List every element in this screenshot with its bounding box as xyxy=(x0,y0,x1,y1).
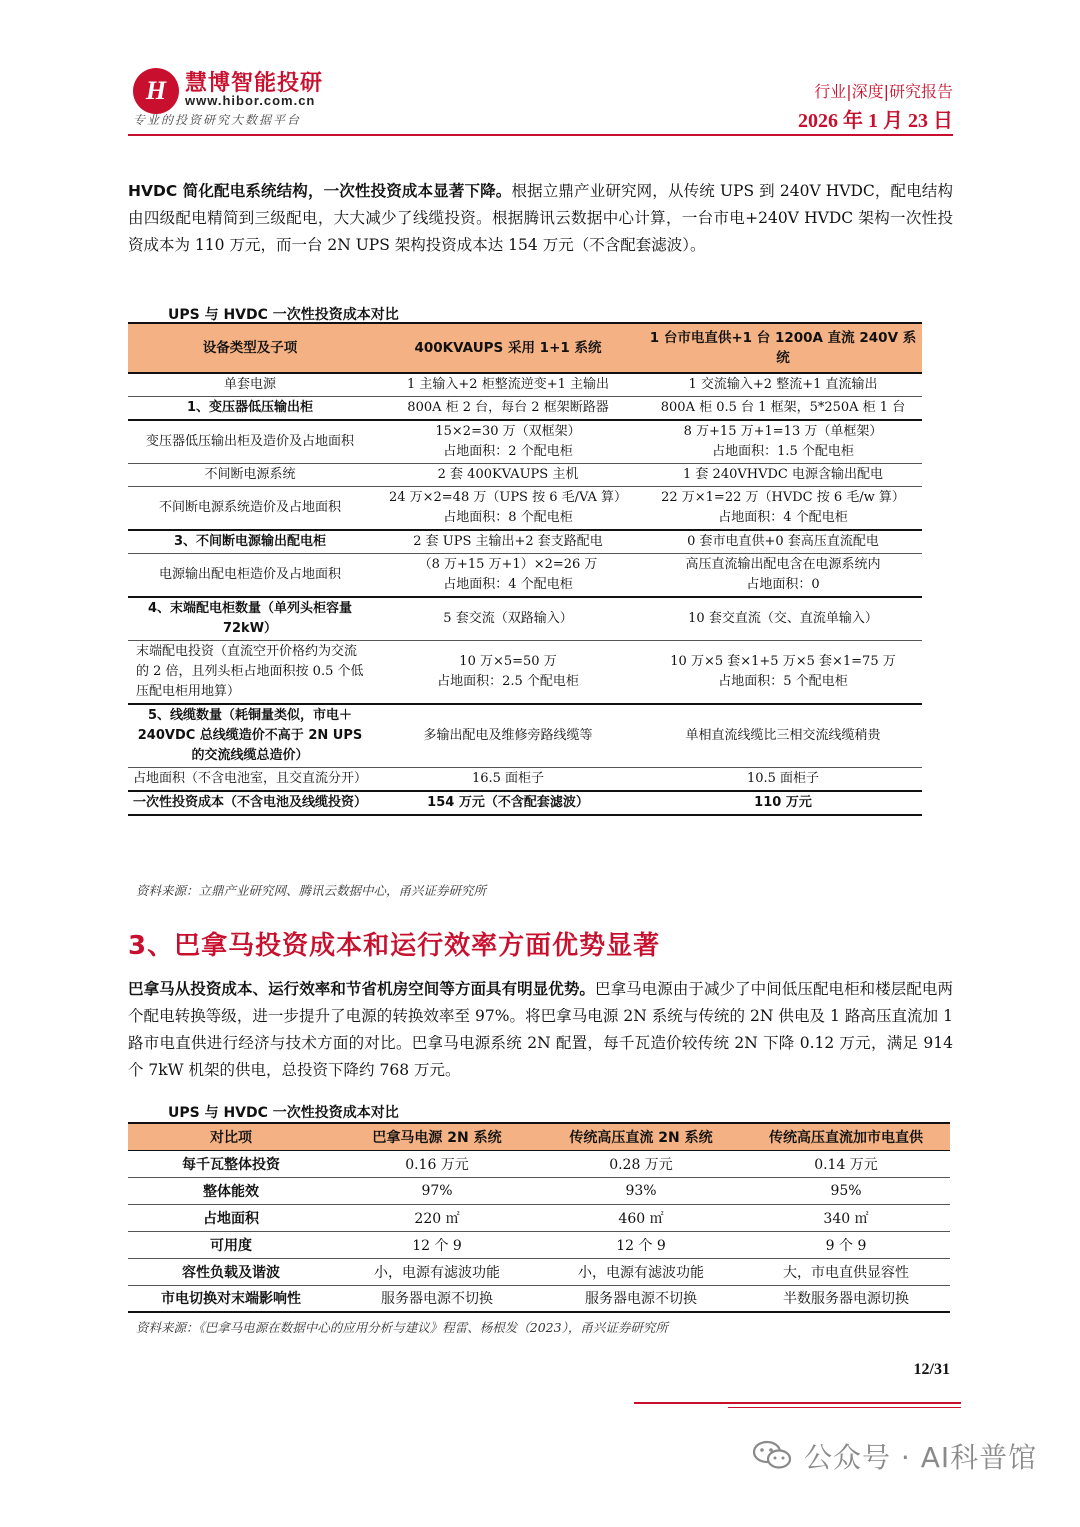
table-cell: 10.5 面柜子 xyxy=(644,768,922,792)
header-divider xyxy=(128,134,953,136)
table-cell: 93% xyxy=(540,1177,742,1204)
table-cell: 可用度 xyxy=(128,1231,334,1258)
cell-line: 15×2=30 万（双框架） xyxy=(435,424,581,439)
table-cell: 1、变压器低压输出柜 xyxy=(128,397,372,421)
table-cell: 大，市电直供显容性 xyxy=(742,1258,950,1285)
table-cell: 0.16 万元 xyxy=(334,1150,540,1177)
table-row xyxy=(128,1258,950,1285)
table-cell: 一次性投资成本（不含电池及线缆投资） xyxy=(128,791,372,815)
table-cell: 1 套 240VHVDC 电源含输出配电 xyxy=(644,464,922,487)
table-cell: 占地面积 xyxy=(128,1204,334,1231)
table-cell: 5、线缆数量（耗铜量类似，市电＋240VDC 总线缆造价不高于 2N UPS 的交流线缆总造价） xyxy=(128,704,372,768)
table-cell: 2 套 400KVAUPS 主机 xyxy=(372,464,644,487)
table-cell: 变压器低压输出柜及造价及占地面积 xyxy=(128,420,372,464)
table-cell: 0 套市电直供+0 套高压直流配电 xyxy=(644,530,922,554)
table-cell: 3、不间断电源输出配电柜 xyxy=(128,530,372,554)
table-cell: 整体能效 xyxy=(128,1177,334,1204)
cell-line: 10 万×5 套×1+5 万×5 套×1=75 万 xyxy=(670,654,896,669)
cell-line: 8 万+15 万+1=13 万（单框架） xyxy=(683,424,883,439)
table-row xyxy=(128,420,922,464)
table-cell: 容性负载及谐波 xyxy=(128,1258,334,1285)
table-cell: 市电切换对末端影响性 xyxy=(128,1285,334,1312)
table-cell: 220 ㎡ xyxy=(334,1204,540,1231)
brand-slogan: 专业的投资研究大数据平台 xyxy=(133,113,302,127)
paragraph-panama xyxy=(128,976,953,1084)
table-header-cell: 传统高压直流 2N 系统 xyxy=(540,1123,742,1150)
table-cell: 5 套交流（双路输入） xyxy=(372,597,644,641)
watermark xyxy=(752,1432,1052,1476)
table-row xyxy=(128,554,922,598)
wechat-icon xyxy=(752,1440,792,1470)
page-header xyxy=(128,62,953,138)
table-row xyxy=(128,791,922,815)
table-row xyxy=(128,1177,950,1204)
table-cell xyxy=(644,487,922,531)
table-header-cell: 传统高压直流加市电直供 xyxy=(742,1123,950,1150)
table-caption: UPS 与 HVDC 一次性投资成本对比 xyxy=(168,1105,399,1121)
table-cell: 每千瓦整体投资 xyxy=(128,1150,334,1177)
cell-line: 占地面积：2.5 个配电柜 xyxy=(437,674,579,689)
paragraph-body: 巴拿马电源由于减少了中间低压配电柜和楼层配电两个配电转换等级，进一步提升了电源的转换效率至 97%。将巴拿马电源 2N 系统与传统的 2N 供电及 1 路高压直流加 1 路市电直供进行经济与技术方面的对比。巴拿马电源系统 2N 配置，每千瓦造价较传统 2N 下降 0.12 万元，满足 914 个 7kW 机架的供电，总投资下降约 768 万元。 xyxy=(128,980,953,1079)
panama-comparison-table xyxy=(128,1122,950,1313)
report-type: 行业|深度|研究报告 xyxy=(814,82,953,101)
table-cell xyxy=(372,487,644,531)
table-row xyxy=(128,1204,950,1231)
cost-comparison-table xyxy=(128,322,922,816)
table-header-row xyxy=(128,1123,950,1150)
brand-url[interactable]: www.hibor.com.cn xyxy=(185,93,316,108)
table-header-cell: 1 台市电直供+1 台 1200A 直流 240V 系统 xyxy=(644,323,922,373)
table-cell: 1 交流输入+2 整流+1 直流输出 xyxy=(644,373,922,397)
brand-logo-icon: H xyxy=(133,68,179,114)
table-caption: UPS 与 HVDC 一次性投资成本对比 xyxy=(168,307,399,323)
cell-line: 22 万×1=22 万（HVDC 按 6 毛/w 算） xyxy=(661,490,905,505)
table-cell: 12 个 9 xyxy=(334,1231,540,1258)
table-cell: 0.28 万元 xyxy=(540,1150,742,1177)
table-source: 资料来源：立鼎产业研究网、腾讯云数据中心，甬兴证券研究所 xyxy=(136,883,487,898)
table-cell: 不间断电源系统造价及占地面积 xyxy=(128,487,372,531)
cell-line: 10 万×5=50 万 xyxy=(459,654,557,669)
section-heading: 3、巴拿马投资成本和运行效率方面优势显著 xyxy=(128,931,661,961)
table-cell xyxy=(372,554,644,598)
table-cell: 服务器电源不切换 xyxy=(540,1285,742,1312)
table-cell: 0.14 万元 xyxy=(742,1150,950,1177)
table-cell: 单相直流线缆比三相交流线缆稍贵 xyxy=(644,704,922,768)
table-cell: 不间断电源系统 xyxy=(128,464,372,487)
table-row xyxy=(128,373,922,397)
table-header-row xyxy=(128,323,922,373)
table-row xyxy=(128,1285,950,1312)
cell-line: 占地面积：0 xyxy=(746,577,820,592)
table-cell: 12 个 9 xyxy=(540,1231,742,1258)
table-cell: 2 套 UPS 主输出+2 套支路配电 xyxy=(372,530,644,554)
paragraph-lead: HVDC 简化配电系统结构，一次性投资成本显著下降。 xyxy=(128,182,512,200)
footer-divider xyxy=(634,1402,961,1404)
table-cell: 4、末端配电柜数量（单列头柜容量 72kW） xyxy=(128,597,372,641)
table-cell: 95% xyxy=(742,1177,950,1204)
table-cell: 半数服务器电源切换 xyxy=(742,1285,950,1312)
cell-line: 占地面积：4 个配电柜 xyxy=(443,577,573,592)
footer-divider xyxy=(728,1407,961,1408)
table-row xyxy=(128,1231,950,1258)
paragraph-hvdc xyxy=(128,178,953,259)
table-cell: 小，电源有滤波功能 xyxy=(334,1258,540,1285)
table-row xyxy=(128,530,922,554)
table-header-cell: 巴拿马电源 2N 系统 xyxy=(334,1123,540,1150)
table-cell: 多输出配电及维修旁路线缆等 xyxy=(372,704,644,768)
table-cell xyxy=(644,554,922,598)
table-row xyxy=(128,597,922,641)
table-cell: 9 个 9 xyxy=(742,1231,950,1258)
cell-line: （8 万+15 万+1）×2=26 万 xyxy=(418,557,598,572)
table-cell: 电源输出配电柜造价及占地面积 xyxy=(128,554,372,598)
table-header-cell: 400KVAUPS 采用 1+1 系统 xyxy=(372,323,644,373)
cell-line: 高压直流输出配电含在电源系统内 xyxy=(685,557,881,572)
table-cell: 110 万元 xyxy=(644,791,922,815)
cell-line: 占地面积：4 个配电柜 xyxy=(718,510,848,525)
table-cell: 800A 柜 0.5 台 1 框架，5*250A 柜 1 台 xyxy=(644,397,922,421)
table-row xyxy=(128,487,922,531)
table-header-cell: 设备类型及子项 xyxy=(128,323,372,373)
cell-line: 占地面积：8 个配电柜 xyxy=(443,510,573,525)
table-row xyxy=(128,641,922,705)
table-row xyxy=(128,768,922,792)
table-row xyxy=(128,464,922,487)
table-row xyxy=(128,1150,950,1177)
paragraph-body: 根据立鼎产业研究网，从传统 UPS 到 240V HVDC，配电结构由四级配电精简到三级配电，大大减少了线缆投资。根据腾讯云数据中心计算，一台市电+240V HVDC 架构一次性投资成本为 110 万元，而一台 2N UPS 架构投资成本达 154 万元（不含配套滤波）。 xyxy=(128,182,953,254)
table-source: 资料来源：《巴拿马电源在数据中心的应用分析与建议》程雷、杨根发（2023），甬兴证券研究所 xyxy=(136,1320,668,1335)
table-cell: 800A 柜 2 台，每台 2 框架断路器 xyxy=(372,397,644,421)
brand-name: 慧博智能投研 xyxy=(185,71,324,96)
table-cell: 末端配电投资（直流空开价格约为交流的 2 倍，且列头柜占地面积按 0.5 个低压配电柜用地算） xyxy=(128,641,372,705)
table-header-cell: 对比项 xyxy=(128,1123,334,1150)
table-cell: 10 套交直流（交、直流单输入） xyxy=(644,597,922,641)
watermark-text: 公众号 · AI科普馆 xyxy=(804,1441,1038,1474)
report-date: 2026 年 1 月 23 日 xyxy=(798,110,953,132)
paragraph-lead: 巴拿马从投资成本、运行效率和节省机房空间等方面具有明显优势。 xyxy=(128,980,596,998)
table-row xyxy=(128,397,922,421)
table-cell: 1 主输入+2 柜整流逆变+1 主输出 xyxy=(372,373,644,397)
table-row xyxy=(128,704,922,768)
table-cell: 460 ㎡ xyxy=(540,1204,742,1231)
table-cell: 16.5 面柜子 xyxy=(372,768,644,792)
table-cell: 单套电源 xyxy=(128,373,372,397)
cell-line: 占地面积：5 个配电柜 xyxy=(718,674,848,689)
table-cell xyxy=(644,641,922,705)
table-cell xyxy=(372,420,644,464)
table-cell: 服务器电源不切换 xyxy=(334,1285,540,1312)
table-cell xyxy=(372,641,644,705)
cell-line: 24 万×2=48 万（UPS 按 6 毛/VA 算） xyxy=(388,490,628,505)
table-cell: 小，电源有滤波功能 xyxy=(540,1258,742,1285)
table-cell xyxy=(644,420,922,464)
table-cell: 154 万元（不含配套滤波） xyxy=(372,791,644,815)
table-cell: 340 ㎡ xyxy=(742,1204,950,1231)
table-cell: 97% xyxy=(334,1177,540,1204)
cell-line: 占地面积：1.5 个配电柜 xyxy=(712,444,854,459)
page-number: 12/31 xyxy=(913,1361,950,1378)
table-cell: 占地面积（不含电池室，且交直流分开） xyxy=(128,768,372,792)
cell-line: 占地面积：2 个配电柜 xyxy=(443,444,573,459)
